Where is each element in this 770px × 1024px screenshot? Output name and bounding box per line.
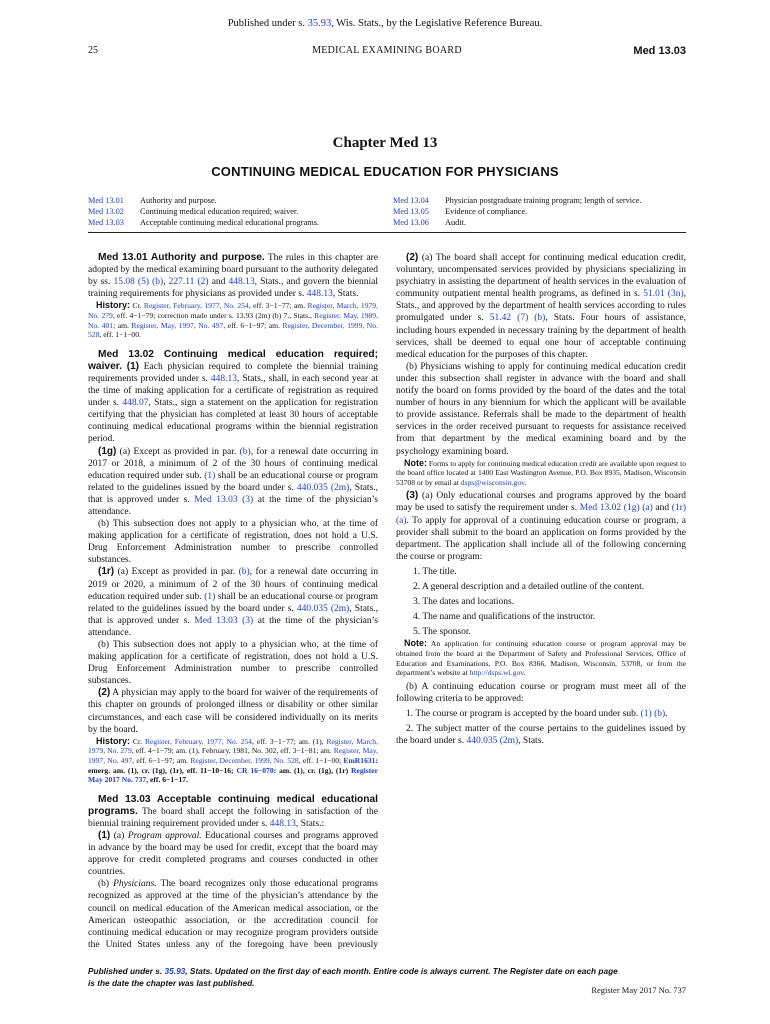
toc-title: Evidence of compliance. xyxy=(445,207,528,216)
statute-link[interactable]: 448.07 xyxy=(122,398,149,409)
toc-title: Authority and purpose. xyxy=(140,196,217,205)
criterion-1: 1. The course or program is accepted by the board under sub. (1) (b). xyxy=(406,708,668,719)
statute-link[interactable]: 227.11 (2) xyxy=(168,277,209,288)
toc-title: Acceptable continuing medical educational programs. xyxy=(140,218,320,227)
toc-row[interactable] xyxy=(88,206,319,217)
statute-link[interactable]: 440.035 (2m) xyxy=(296,603,350,614)
cross-ref-link[interactable]: Med 13.02 (1g) (a) xyxy=(579,503,653,514)
toc-number[interactable]: Med 13.03 xyxy=(88,218,124,227)
toc-number[interactable]: Med 13.06 xyxy=(393,218,429,227)
statute-link[interactable]: 440.035 (2m) xyxy=(466,736,519,747)
chapter-heading: Chapter Med 13 xyxy=(332,135,438,151)
register-link[interactable]: Register, March, 1979, No. 279 xyxy=(88,301,378,320)
register-link[interactable]: Register, May, 1989, No. 401 xyxy=(88,310,378,330)
paragraph-2-b: (b) Physicians wishing to apply for continuing medical education credit under this subsection shall register in advance with the board and shall notify the board on forms provided by the board of the dates and the total number of hours in any biennium for which the applicant will be available to provide assistance. Referrals shall be made to the department of health services in the order received pursuant to requests for assistance received from that department by the medical examining board and by the psychology examining board. xyxy=(396,361,686,457)
footer-line-2: is the date the chapter was last published. xyxy=(88,978,255,988)
cross-ref-link[interactable]: Med 13.03 (3) xyxy=(194,615,254,626)
toc-title: Continuing medical education required; waiver. xyxy=(140,207,299,216)
toc-right-column xyxy=(393,195,642,228)
website-link[interactable]: http://dsps.wi.gov xyxy=(469,668,524,678)
statute-link[interactable]: 440.035 (2m) xyxy=(296,482,350,493)
section-heading: Med 13.03 Acceptable continuing medical educational programs. xyxy=(88,793,378,817)
cross-ref-link[interactable]: (b) xyxy=(239,446,251,457)
clearinghouse-rule-link[interactable]: CR 16−070 xyxy=(236,765,274,775)
cross-ref-link[interactable]: (1) (b) xyxy=(640,708,666,719)
publication-notice: Published under s. 35.93, Wis. Stats., by the Legislative Reference Bureau. xyxy=(227,18,543,29)
register-link[interactable]: Register, February, 1977, No. 254 xyxy=(144,736,252,746)
list-item: 4. The name and qualifications of the instructor. xyxy=(413,612,596,623)
subsection-3-a: (3) (a) Only educational courses and programs approved by the board may be used to satisfy the requirement under s. Med 13.02 (1g) (a) and (1r) (a). To apply for approval of a continuing education course or program, a provider shall submit to the board an application on forms provided by the department. The application shall include all of the following concerning the course or program: xyxy=(396,490,686,562)
history-note: History: Cr. Register, February, 1977, No. 254, eff. 3−1−77; am. (1), Register, March, 1979, No. 279, eff. 4−1−79; am. (1), February, 1981, No. 302, eff. 3−1−81; am. Register, May, 1997, No. 497, eff. 6−1−97; am. Register, December, 1999, No. 528, eff. 1−1−00; EmR1631: emerg. am. (1), cr. (1g), (1r), eff. 11−10−16; CR 16−070: am. (1), cr. (1g), (1r) Register May 2017 No. 737, eff. 6−1−17. xyxy=(88,735,378,785)
paragraph-1-b: (b) Physicians. The board recognizes only those educational programs recognized as approved at the time of the physician’s attendance by the council on medical education of the American medical association, or the American osteopathic association, or the accreditation council for continuing medical education or may recognize program providers outside the United States unless any of the foregoing have been previously xyxy=(88,879,378,950)
statute-link[interactable]: 448.13 xyxy=(228,277,255,288)
statute-link[interactable]: 448.13 xyxy=(269,818,296,829)
register-link[interactable]: Register, December, 1999, No. 528 xyxy=(88,320,378,340)
toc-row[interactable] xyxy=(88,217,319,228)
cross-ref-link[interactable]: (1) xyxy=(204,591,216,602)
toc-row[interactable] xyxy=(393,195,642,206)
cross-ref-link[interactable]: (b) xyxy=(238,567,250,578)
emergency-rule-link[interactable]: EmR1631 xyxy=(343,755,376,765)
register-link[interactable]: Register, March, 1979, No. 279 xyxy=(88,736,378,756)
toc-row[interactable] xyxy=(88,195,319,206)
toc-number[interactable]: Med 13.05 xyxy=(393,207,429,216)
register-link[interactable]: Register, May, 1997, No. 497 xyxy=(131,320,224,330)
register-link[interactable]: Register May 2017 No. 737 xyxy=(88,765,378,785)
section-heading: Med 13.01 Authority and purpose. xyxy=(98,252,265,263)
paragraph-3-b: (b) A continuing education course or program must meet all of the following criteria to be approved: xyxy=(396,681,686,704)
list-item: 5. The sponsor. xyxy=(413,627,471,638)
register-link[interactable]: Register, December, 1999, No. 528 xyxy=(190,755,299,765)
list-item: 2. A general description and a detailed outline of the content. xyxy=(413,582,645,593)
footer-line-1: Published under s. 35.93, Stats. Updated on the first day of each month. Entire code is always current. The Register date on each page xyxy=(88,966,618,976)
paragraph-1r-b: (b) This subsection does not apply to a physician who, at the time of making application for a certificate of registration, does not hold a U.S. Drug Enforcement Administration number to prescribe controlled substances. xyxy=(88,640,378,687)
chapter-title: CONTINUING MEDICAL EDUCATION FOR PHYSICIANS xyxy=(211,164,559,179)
list-item: 3. The dates and locations. xyxy=(413,597,515,608)
toc-number[interactable]: Med 13.02 xyxy=(88,207,124,216)
subsection-1-a: (1) (a) Program approval. Educational courses and programs approved in advance by the board may be used for credit, except that the board may approve for credit completed programs and courses conducted in other countries. xyxy=(88,830,378,878)
register-link[interactable]: Register, February, 1977, No. 254 xyxy=(143,301,249,311)
cross-ref-link[interactable]: (1r) (a) xyxy=(396,503,686,526)
email-link[interactable]: dsps@wisconsin.gov xyxy=(460,477,525,487)
section-med-13-02: Med 13.02 Continuing medical education required; waiver. (1) Each physician required to complete the biennial training requirements provided under s. 448.13, Stats., shall, in each second year at the time of making application for a certificate of registration as required under s. 448.07, Stats., sign a statement on the application for registration certifying that the physician has completed at least 30 hours of acceptable continuing medical educational programs within the biennial registration period. xyxy=(88,348,378,445)
list-item: 1. The title. xyxy=(413,566,457,577)
note-application: Note: An application for continuing education course or program approval may be obtained from the board at the Department of Safety and Professional Services, Office of Education and Examinations, P.O. Box 8366, Madison, Wisconsin, 53708, or from the department’s website at http://dsps.wi.gov. xyxy=(396,638,686,678)
subsection-1g: (1g) (a) Except as provided in par. (b), for a renewal date occurring in 2017 or 2018, a minimum of 2 of the 30 hours of continuing medical education required under sub. (1) shall be an educational course or program related to the guidelines issued by the board under s. 440.035 (2m), Stats., that is approved under s. Med 13.03 (3) at the time of the physician’s attendance. xyxy=(88,445,378,517)
subsection-2: (2) A physician may apply to the board for waiver of the requirements of this chapter on grounds of prolonged illness or disability or other similar circumstances, and each case will be considered individually on its merits by the board. xyxy=(88,687,378,735)
running-head xyxy=(88,45,686,59)
toc-number[interactable]: Med 13.04 xyxy=(393,196,429,205)
note-forms: Note: Forms to apply for continuing medical education credit are available upon request to the board office located at 1400 East Washington Avenue, P.O. Box 8935, Madison, Wisconsin 53708 or by email at dsps@wisconsin.gov. xyxy=(396,457,686,487)
toc-row[interactable] xyxy=(393,206,642,217)
statute-link[interactable]: 448.13 xyxy=(210,373,238,384)
toc-left-column xyxy=(88,195,319,228)
statute-link[interactable]: 51.01 (3n) xyxy=(643,289,684,300)
history-note: History: Cr. Register, February, 1977, No. 254, eff. 3−1−77; am. Register, March, 1979, No. 279, eff. 4−1−79; correction made under s. 13.93 (2m) (b) 7., Stats., Register, May, 1989, No. 401; am. Register, May, 1997, No. 497, eff. 6−1−97; am. Register, December, 1999, No. 528, eff. 1−1−00. xyxy=(88,300,378,340)
board-name: MEDICAL EXAMINING BOARD xyxy=(312,45,462,56)
page-number: 25 xyxy=(88,45,98,56)
toc-number[interactable]: Med 13.01 xyxy=(88,196,124,205)
subsection-2-a: (2) (a) The board shall accept for continuing medical education credit, voluntary, uncompensated services provided by physicians specializing in psychiatry in assisting the department of health services in the evaluation of community outpatient mental health programs, as defined in s. 51.01 (3n), Stats., and approved by the department of health services according to rules promulgated under s. 51.42 (7) (b), Stats. Four hours of assistance, including hours expended in necessary training by the department of health services, shall be deemed to equal one hour of acceptable continuing medical education for the purposes of this chapter. xyxy=(396,252,686,360)
section-med-13-03: Med 13.03 Acceptable continuing medical educational programs. The board shall accept the following in satisfaction of the biennial training requirement provided under s. 448.13, Stats.: xyxy=(88,793,378,829)
left-column xyxy=(88,252,378,952)
paragraph-1g-b: (b) This subsection does not apply to a physician who, at the time of making application for a certificate of registration, does not hold a U.S. Drug Enforcement Administration number to prescribe controlled substances. xyxy=(88,519,378,566)
section-heading: Med 13.02 Continuing medical education required; waiver. xyxy=(88,348,378,372)
subsection-1r: (1r) (a) Except as provided in par. (b), for a renewal date occurring in 2019 or 2020, a minimum of 2 of the 30 hours of continuing medical education required under sub. (1) shall be an educational course or program related to the guidelines issued by the board under s. 440.035 (2m), Stats., that is approved under s. Med 13.03 (3) at the time of the physician’s attendance. xyxy=(88,566,378,638)
statute-link[interactable]: 448.13 xyxy=(306,289,333,300)
right-column xyxy=(396,252,686,952)
header-divider xyxy=(88,232,686,233)
toc-title: Physician postgraduate training program; length of service. xyxy=(445,196,642,205)
statute-link[interactable]: 51.42 (7) (b) xyxy=(489,313,546,324)
cross-ref-link[interactable]: (1) xyxy=(204,470,216,481)
statute-link-35-93[interactable]: 35.93 xyxy=(307,18,332,29)
statute-link-35-93[interactable]: 35.93 xyxy=(164,966,186,976)
register-date: Register May 2017 No. 737 xyxy=(591,985,686,995)
section-med-13-01: Med 13.01 Authority and purpose. The rules in this chapter are adopted by the medical examining board pursuant to the authority delegated by ss. 15.08 (5) (b), 227.11 (2) and 448.13, Stats., and govern the biennial training requirements for physicians as provided under s. 448.13, Stats. xyxy=(88,252,378,300)
register-link[interactable]: Register, May, 1997, No. 497 xyxy=(88,746,378,765)
running-section: Med 13.03 xyxy=(633,45,686,57)
toc-title: Audit. xyxy=(445,218,466,227)
criterion-2: 2. The subject matter of the course pertains to the guidelines issued by the board under s. 440.035 (2m), Stats. xyxy=(396,724,686,747)
cross-ref-link[interactable]: Med 13.03 (3) xyxy=(194,494,254,505)
toc-row[interactable] xyxy=(393,217,642,228)
statute-link[interactable]: 15.08 (5) (b) xyxy=(113,277,164,288)
